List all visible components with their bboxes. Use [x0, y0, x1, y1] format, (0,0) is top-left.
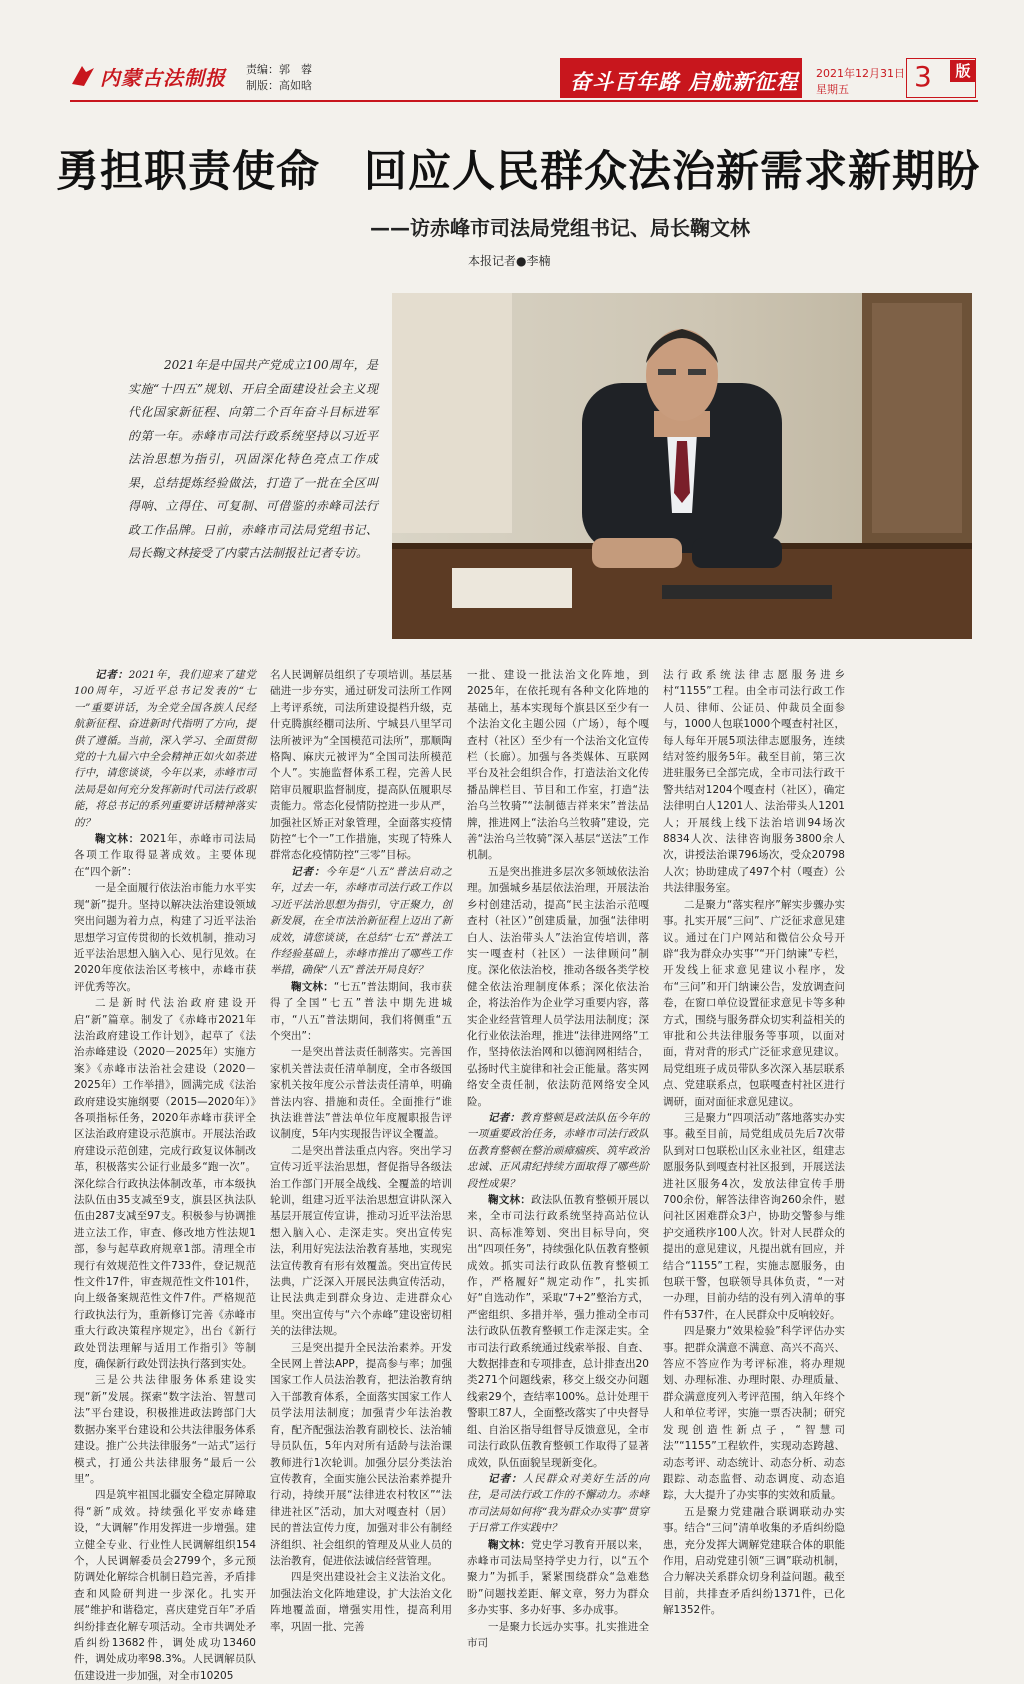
interviewee-answer: [467, 1537, 649, 1619]
paragraph-text: 一是全面履行依法治市能力水平实现“新”提升。坚持以解决法治建设领域突出问题为着力点，构建了习近平法治思想学习宣传贯彻的长效机制，推动习近平法治思想入脑入心、见行见效。在2020年度依法治区考核中，赤峰市获评优秀等次。: [74, 882, 256, 993]
interviewee-answer: [467, 1192, 649, 1471]
page-number: 3: [914, 60, 932, 93]
body-paragraph: [74, 1487, 256, 1684]
newspaper-logo-icon: [70, 64, 96, 88]
date-text: 2021年12月31日: [816, 67, 905, 80]
body-paragraph: [663, 1504, 845, 1619]
body-paragraph: [663, 1110, 845, 1323]
paragraph-text: 四是筑牢祖国北疆安全稳定屏障取得“新”成效。持续强化平安赤峰建设，“大调解”作用发挥进一步增强。建立健全专业、行业性人民调解组织154个，人民调解委员会2799个，多元预防调处化解综合机制日趋完善，矛盾排查和风险研判进一步深化。扎实开展“维护和谐稳定，喜庆建党百年”矛盾纠纷排查化解专项活动。全市共调处矛盾纠纷13682件，调处成功13460件，调处成功率98.3%。人民调解员队伍建设进一步加强，对全市10205: [74, 1489, 256, 1682]
paragraph-text: 四是聚力“效果检验”科学评估办实事。把群众满意不满意、高兴不高兴、答应不答应作为考评标准，将办理规划、办理标准、办理时限、办理质量、群众满意度列入考评范围，纳入年终个人和单位考评，实施一票否决制；研究发现创造性新点子，“智慧司法”“1155”工程软件，实现动态跨越、动态考评、动态统计、动态分析、动态跟踪、动态监督、动态调度、动态追踪，大大提升了办实事的实效和质量。: [663, 1325, 845, 1502]
body-paragraph: [270, 667, 452, 864]
paragraph-text: 三是公共法律服务体系建设实现“新”发展。探索“数字法治、智慧司法”平台建设，积极推进政法跨部门大数据办案平台建设和公共法律服务体系建设。推广公共法律服务“一站式”运行模式，打通公共法律服务“最后一公里”。: [74, 1374, 256, 1485]
paragraph-text: 五是聚力党建融合联调联动办实事。结合“三问”清单收集的矛盾纠纷隐患，充分发挥大调解党建联合体的职能作用，启动党建引领“三调”联动机制，合力解决关系群众切身利益问题。截至目前，共排查矛盾纠纷1371件，已化解1352件。: [663, 1505, 845, 1617]
speaker-label: 鞠文林：: [488, 1194, 531, 1206]
interviewee-answer: [270, 979, 452, 1045]
body-paragraph: [467, 864, 649, 1110]
article-column-1: [74, 667, 256, 1682]
slogan-text: 奋斗百年路 启航新征程: [570, 69, 799, 94]
weekday-text: 星期五: [816, 83, 849, 96]
paragraph-text: 法行政系统法律志愿服务进乡村“1155”工程。由全市司法行政工作人员、律师、公证员、仲裁员全面参与，1000人包联1000个嘎查村社区，每人每年开展5项法律志愿服务，连续结对签约服务5年。截至目前，第三次进驻服务已全部完成，全市司法行政干警共结对1204个嘎查村（社区），确定法律明白人1201人、法治带头人1201人；开展线上线下法治培训94场次8834人次、法律咨询服务3800余人次，讲授法治课796场次，受众20798人次；协助建成了497个村（嘎查）公共法律服务室。: [663, 669, 845, 895]
body-paragraph: [74, 995, 256, 1372]
interviewee-answer: [74, 831, 256, 880]
speaker-label: 记者：: [488, 1472, 523, 1485]
paragraph-text: 二是突出普法重点内容。突出学习宣传习近平法治思想，督促指导各级法治工作部门开展全战线、全覆盖的培训轮训，组建习近平法治思想宣讲队深入基层开展宣传宣讲，推动习近平法治思想入脑入心、走深走实。突出宣传宪法，利用好宪法法治教育基地，实现宪法宣传教育有形有效覆盖。突出宣传民法典，广泛深入开展民法典宣传活动，让民法典走到群众身边、走进群众心里。突出宣传与“六个赤峰”建设密切相关的法律法规。: [270, 1144, 452, 1338]
paragraph-text: 二是新时代法治政府建设开启“新”篇章。制发了《赤峰市2021年法治政府建设工作计划》，起草了《法治赤峰建设（2020－2025年）实施方案》《赤峰市法治社会建设（2020－2025年）工作举措》，圆满完成《法治政府建设实施纲要（2015—2020年）》各项指标任务，2020年赤峰市获评全区法治政府建设示范旗市。开展法治政府建设示范创建，完成行政复议体制改革，积极落实公证行业最多“跑一次”。深化综合行政执法体制改革，市本级执法队伍由35支减至9支，旗县区执法队伍由287支减至97支。积极参与协调推进立法工作，审查、修改地方性法规1部，参与起草政府规章1部。清理全市现行有效规范性文件733件，登记规范性文件17件，审查规范性文件101件，向上级备案规范性文件7件。严格规范行政执法行为，重新修订完善《赤峰市重大行政决策程序规定》，出台《新行政处罚法理解与适用工作指引》等制度，确保新行政处罚法执行落到实处。: [74, 997, 256, 1371]
body-paragraph: [663, 1323, 845, 1503]
issue-date: [816, 66, 905, 98]
speaker-label: 鞠文林：: [488, 1538, 531, 1551]
header-divider: [70, 100, 978, 102]
paragraph-text: 党史学习教育开展以来，赤峰市司法局坚持学史力行，以“五个聚力”为抓手，紧紧围绕群众“急难愁盼”问题找差距、解文章，努力为群众多办实事、多办好事、多办成事。: [467, 1538, 649, 1617]
article-column-3: [467, 667, 650, 1649]
body-paragraph: [270, 1340, 452, 1570]
body-paragraph: [467, 1619, 649, 1652]
paragraph-text: 四是突出建设社会主义法治文化。加强法治文化阵地建设，扩大法治文化阵地覆盖面，增强实用性，提高利用率，巩固一批、完善: [270, 1571, 452, 1633]
editor-line: 责编：郭 蓉: [246, 63, 312, 76]
lead-text: 2021年是中国共产党成立100周年，是实施“十四五”规划、开启全面建设社会主义现代化国家新征程、向第二个百年奋斗目标进军的第一年。赤峰市司法行政系统坚持以习近平法治思想为指引，巩固深化特色亮点工作成果，总结提炼经验做法，打造了一批在全区叫得响、立得住、可复制、可借鉴的赤峰司法行政工作品牌。日前，赤峰市司法局党组书记、局长鞠文林接受了内蒙古法制报社记者专访。: [128, 358, 378, 560]
paragraph-text: 二是聚力“落实程序”解实步骤办实事。扎实开展“三问”、广泛征求意见建议。通过在门户网站和微信公众号开辟“我为群众办实事”“开门纳谏”专栏，开发线上征求意见建议小程序，发布“三问”和开门纳谏公告，发放调查问卷，在窗口单位设置征求意见卡等多种方式，围绕与服务群众切实利益相关的审批和公共法律服务等事项，以面对面，背对背的形式广泛征求意见建议。局党组班子成员带队多次深入基层联系点、党建联系点，包联嘎查村社区进行调研，面对面征求意见建议。: [663, 898, 845, 1108]
paragraph-text: 2021年，赤峰市司法局各项工作取得显著成效。主要体现在“四个新”：: [74, 833, 256, 878]
speaker-label: 鞠文林：: [95, 833, 140, 846]
article-byline: 本报记者●李楠: [468, 254, 551, 268]
producer-line: 制版：高如晗: [246, 79, 312, 92]
editor-credits: [246, 62, 312, 94]
paragraph-text: 名人民调解员组织了专项培训。基层基础进一步夯实，通过研发司法所工作网上考评系统，司法所建设提档升级，克什克腾旗经棚司法所、宁城县八里罕司法所被评为“全国模范司法所”，那顺陶格陶、麻庆元被评为“全国司法所模范个人”。实施监督体系工程，完善人民陪审员履职监督制度，提高队伍履职尽责能力。常态化侵情防控进一步从严，加强社区矫正对象管理，全面落实疫情防控“七个一”工作措施，实现了特殊人群常态化疫情防控“三零”目标。: [270, 669, 452, 862]
body-paragraph: [663, 667, 845, 897]
interview-portrait-photo: [392, 293, 972, 639]
article-lead: [128, 354, 378, 566]
paragraph-text: 三是突出提升全民法治素养。开发全民网上普法APP，提高参与率；加强国家工作人员法治教育，把法治教育纳入干部教育体系，全面落实国家工作人员学法用法制度；加强青少年法治教育，配齐配强法治教育副校长、法治辅导员队伍，5年内对所有适龄与法治课教师进行1次轮训。加强分层分类法治宣传教育，全面实施公民法治素养提升行动，持续开展“法律进农村牧区”“法律进社区”活动，加大对嘎查村（居）民的普法宣传力度，加强对非公有制经济组织、社会组织的管理及从业人员的法治教育，促进依法诚信经营管理。: [270, 1341, 452, 1567]
paragraph-text: “七五”普法期间，我市获得了全国“七五”普法中期先进城市，“八五”普法期间，我们将侧重“五个突出”：: [270, 980, 453, 1042]
speaker-label: 记者：: [488, 1111, 521, 1124]
paragraph-text: 政法队伍教育整顿开展以来，全市司法行政系统坚持高站位认识、高标准筹划、突出目标导向，突出“四项任务”，持续强化队伍教育整顿成效。抓实司法行政队伍教育整顿工作，严格履好“规定动作”，扎实抓好“自选动作”，采取“7+2”整治方式，严密组织、多措并举，强力推动全市司法行政队伍教育整顿工作走深走实。全市司法行政系统通过线索举报、自查、大数据排查和专项排查，总计排查出20类271个问题线索，移交上级交办问题线索29个，查结率100%。总计处理干警职工87人，全面整改落实了中央督导组、自治区指导组督导反馈意见，全市司法行政队伍教育整顿工作取得了显著成效，队伍面貌呈现新变化。: [467, 1194, 649, 1469]
paragraph-text: 一是聚力长远办实事。扎实推进全市司: [467, 1620, 649, 1649]
paragraph-text: 人民群众对美好生活的向往，是司法行政工作的不懈动力。赤峰市司法局如何将“我为群众办实事”贯穿于日常工作实践中？: [467, 1472, 650, 1535]
body-paragraph: [270, 1569, 452, 1635]
newspaper-name: 内蒙古法制报: [100, 66, 226, 90]
speaker-label: 记者：: [291, 865, 326, 878]
paragraph-text: 今年是“八五”普法启动之年，过去一年，赤峰市司法行政工作以习近平法治思想为指引，守正聚力，创新发展，在全市法治新征程上迈出了新成效，请您谈谈，在总结“七五”普法工作经验基础上，赤峰市推出了哪些工作举措，确保“八五”普法开局良好？: [270, 865, 452, 977]
body-paragraph: [74, 1372, 256, 1487]
paragraph-text: 五是突出推进多层次多领域依法治理。加强城乡基层依法治理，开展法治乡村创建活动，提高“民主法治示范嘎查村（社区）”创建质量，加强“法律明白人、法治带头人”法治宣传培训，落实一嘎查村（社区）一法律顾问”制度。深化依法治校，推动各级各类学校健全依法治理制度体系；深化依法治企，将法治作为企业学习重要内容，落实企业经营管理人员学法用法制度；深化行业依法治理，推进“法律进网络”工作，坚持依法治网和以德润网相结合，弘扬时代主旋律和社会正能量。落实网络安全责任制，依法防范网络安全风险。: [467, 865, 649, 1108]
reporter-question: [270, 864, 452, 979]
article-column-2: [270, 667, 453, 1633]
paragraph-text: 一批、建设一批法治文化阵地，到2025年，在依托现有各种文化阵地的基础上，基本实现每个旗县区至少有一个法治文化主题公园（广场），每个嘎查村（社区）至少有一个法治文化宣传栏（长廊）。加强与各类媒体、互联网平台及社会组织合作，打造法治文化传播品牌栏目、节目和工作室，打造“法治乌兰牧骑”“法制德吉祥来宋”普法品牌，推进网上“法治乌兰牧骑”建设，完善“法治乌兰牧骑”深入基层“送法”工作机制。: [467, 669, 649, 862]
paragraph-text: 教育整顿是政法队伍今年的一项重要政治任务，赤峰市司法行政队伍教育整顿在整治顽瘴痼疾、筑牢政治忠诚、正风肃纪持续方面取得了哪些阶段性成果？: [467, 1111, 649, 1190]
paragraph-text: 一是突出普法责任制落实。完善国家机关普法责任清单制度，全市各级国家机关按年度公示普法责任清单，明确普法内容、措施和责任。全面推行“谁执法谁普法”普法单位年度履职报告评议制度，5年内实现报告评议全覆盖。: [270, 1046, 452, 1141]
article-column-4: [663, 667, 845, 1617]
body-paragraph: [74, 880, 256, 995]
body-paragraph: [270, 1044, 452, 1142]
speaker-label: 鞠文林：: [291, 980, 334, 993]
speaker-label: 记者：: [95, 669, 129, 681]
body-paragraph: [270, 1143, 452, 1340]
article-subtitle: ——访赤峰市司法局党组书记、局长鞠文林: [370, 216, 750, 240]
reporter-question: [467, 1471, 649, 1537]
body-paragraph: [467, 667, 649, 864]
reporter-question: [74, 667, 256, 831]
article-title: 勇担职责使命 回应人民群众法治新需求新期盼: [56, 147, 980, 197]
paragraph-text: 2021年，我们迎来了建党100周年，习近平总书记发表的“七一”重要讲话，为全党全国各族人民经航新征程、奋进新时代指明了方向，提供了遵循。当前，深入学习、全面贯彻党的十九届六中全会精神正如火如荼进行中，请您谈谈，今年以来，赤峰市司法局是如何充分发挥新时代司法行政职能，将总书记的系列重要讲话精神落实的？: [74, 669, 256, 829]
page-header: [0, 0, 1024, 104]
reporter-question: [467, 1110, 649, 1192]
paragraph-text: 三是聚力“四项活动”落地落实办实事。截至目前，局党组成员先后7次带队到对口包联松山区永业社区，组建志愿服务队到嘎查村社区报到，开展送法进社区服务4次，发放法律宣传手册700余份，解答法律咨询260余件，慰问社区困难群众3户，协助交警参与维护交通秩序100人次。针对人民群众的提出的意见建议，凡提出就有回应，并结合“1155”工程，实施志愿服务，由包联干警，包联领导具体负责，“一对一办理，目前办结的没有列入清单的事件有537件，在人民群众中反响较好。: [663, 1111, 845, 1321]
page-suffix: 版: [950, 60, 976, 82]
body-paragraph: [663, 897, 845, 1110]
